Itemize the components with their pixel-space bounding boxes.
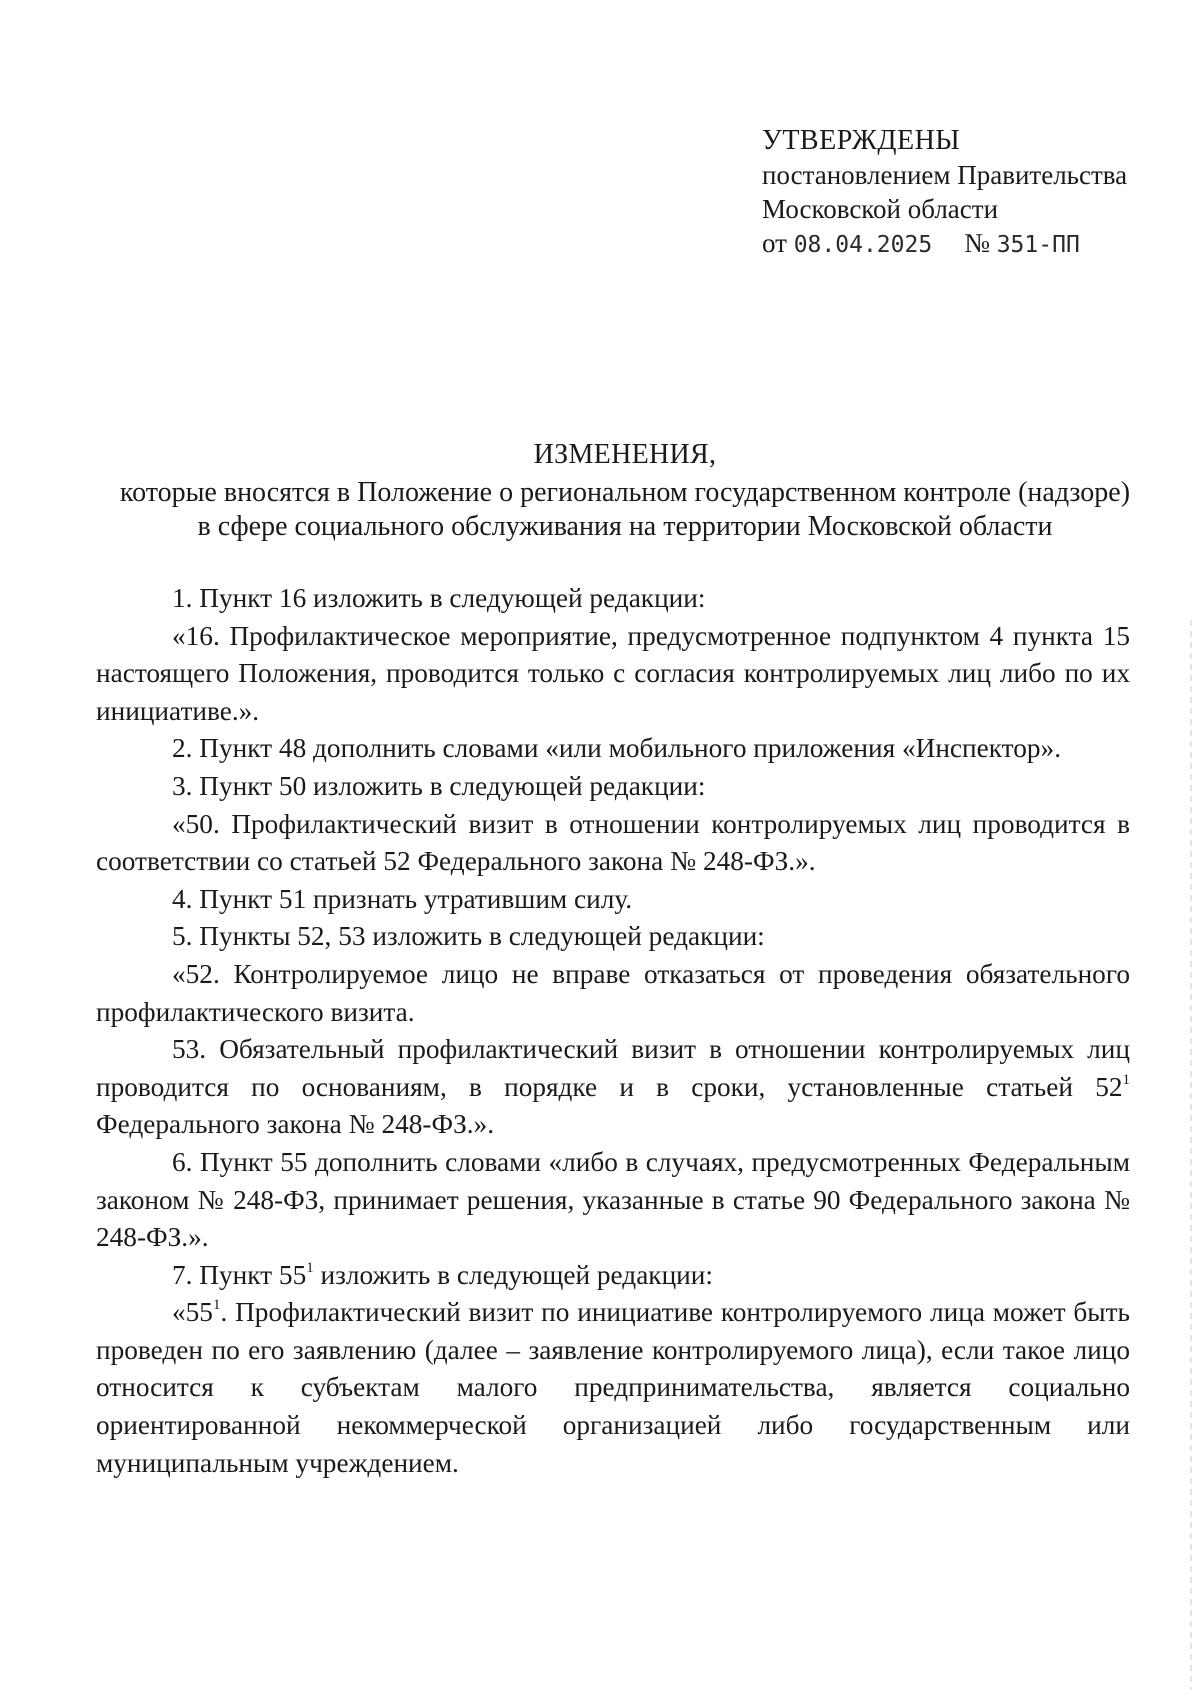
paragraph-text: «55: [172, 1297, 213, 1328]
approval-line: Московской области: [762, 194, 999, 224]
paragraph: 5. Пункты 52, 53 изложить в следующей редакции:: [172, 921, 765, 952]
superscript: 1: [1122, 1071, 1130, 1088]
paragraph: 6. Пункт 55 дополнить словами «либо в случаях, предусмотренных Федеральным законом № 248-ФЗ, принимает решения, указанные в статье 90 Федерального закона № 248-ФЗ.».: [96, 1146, 1130, 1253]
document-title: [100, 438, 1150, 544]
paragraph-text: . Профилактический визит по инициативе контролируемого лица может быть проведен по его заявлению (далее – заявление контролируемого лица), если такое лицо относится к субъектам малого предпринимательства, является социально ориентированной некоммерческой организацией либо государственным или муниципальным учреждением.: [96, 1297, 1130, 1478]
scan-edge-artifact: [1190, 620, 1192, 1690]
number-sign: №: [964, 228, 990, 258]
approval-date-line: [762, 226, 1162, 262]
superscript: 1: [212, 1297, 221, 1314]
paragraph: «16. Профилактическое мероприятие, предусмотренное подпунктом 4 пункта 15 настоящего Положения, проводится только с согласия контролируемых лиц либо по их инициативе.».: [96, 620, 1130, 726]
document-body: [96, 580, 1130, 1482]
title-subtitle-line: которые вносятся в Положение о региональном государственном контроле (надзоре): [119, 477, 1131, 508]
paragraph: [96, 1031, 1130, 1144]
approval-heading: УТВЕРЖДЕНЫ: [762, 125, 961, 156]
paragraph: 3. Пункт 50 изложить в следующей редакции:: [172, 770, 706, 801]
paragraph: [96, 1294, 1130, 1482]
title-main: ИЗМЕНЕНИЯ,: [533, 439, 717, 470]
paragraph-text: 7. Пункт 55: [172, 1259, 307, 1290]
paragraph: 4. Пункт 51 признать утратившим силу.: [172, 883, 633, 914]
paragraph-text: 53. Обязательный профилактический визит в отношении контролируемых лиц проводится по основаниям, в порядке и в сроки, установленные статьей 52: [96, 1034, 1130, 1102]
approval-line: постановлением Правительства: [762, 160, 1128, 190]
paragraph: 2. Пункт 48 дополнить словами «или мобильного приложения «Инспектор».: [172, 733, 1062, 764]
approval-date: 08.04.2025: [793, 232, 933, 258]
date-prefix: от: [762, 228, 787, 258]
paragraph: 1. Пункт 16 изложить в следующей редакции:: [172, 583, 706, 613]
superscript: 1: [306, 1259, 314, 1276]
paragraph-text: Федерального закона № 248-ФЗ.».: [96, 1109, 495, 1140]
paragraph-text: изложить в следующей редакции:: [313, 1259, 713, 1290]
title-subtitle-line: в сфере социального обслуживания на территории Московской области: [197, 511, 1053, 542]
paragraph: [96, 1257, 1130, 1295]
paragraph: «50. Профилактический визит в отношении контролируемых лиц проводится в соответствии со статьей 52 Федерального закона № 248-ФЗ.».: [96, 808, 1130, 877]
paragraph: «52. Контролируемое лицо не вправе отказаться от проведения обязательного профилактического визита.: [96, 958, 1130, 1027]
approval-number: 351-ПП: [996, 232, 1080, 258]
approval-block: [762, 124, 1162, 262]
